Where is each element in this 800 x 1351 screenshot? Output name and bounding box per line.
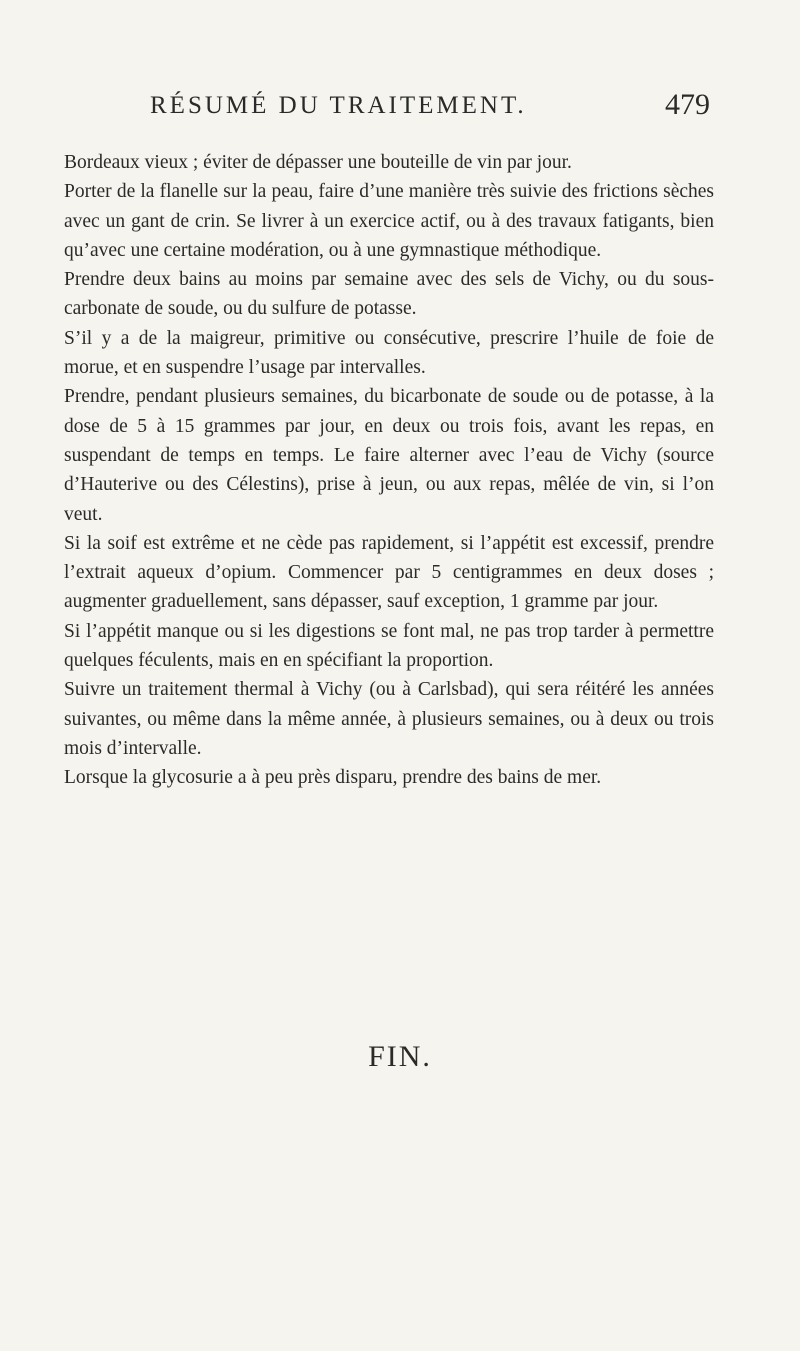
paragraph: Lorsque la glycosurie a à peu près disparu, prendre des bains de mer.	[64, 767, 602, 789]
paragraph: Suivre un traitement thermal à Vichy (ou à Carlsbad), qui sera réitéré les années suivantes, ou même dans la même année, à plusieurs semaines, ou à deux ou trois mois d’intervalle.	[64, 679, 714, 759]
page-number: 479	[665, 88, 710, 121]
running-header	[150, 88, 710, 128]
paragraph: Si la soif est extrême et ne cède pas rapidement, si l’appétit est excessif, prendre l’extrait aqueux d’opium. Commencer par 5 centigrammes en deux doses ; augmenter graduellement, sans dépasser, sauf exception, 1 gramme par jour.	[64, 532, 714, 613]
body-text	[64, 148, 714, 793]
running-title: RÉSUMÉ DU TRAITEMENT.	[150, 92, 527, 119]
paragraph: Si l’appétit manque ou si les digestions se font mal, ne pas trop tarder à permettre quelques féculents, mais en en spécifiant la proportion.	[64, 620, 714, 672]
paragraph: Prendre, pendant plusieurs semaines, du bicarbonate de soude ou de potasse, à la dose de 5 à 15 grammes par jour, en deux ou trois fois, avant les repas, en suspendant de temps en temps. Le faire alterner avec l’eau de Vichy (source d’Hauterive ou des Célestins), prise à jeun, ou aux repas, mêlée de vin, si l’on veut.	[64, 386, 714, 525]
closing-word: FIN.	[368, 1040, 432, 1073]
paragraph: Porter de la flanelle sur la peau, faire d’une manière très suivie des frictions sèches avec un gant de crin. Se livrer à un exercice actif, ou à des travaux fatigants, bien qu’avec une certaine modération, ou à une gymnastique méthodique.	[64, 181, 714, 261]
paragraph: Bordeaux vieux ; éviter de dépasser une bouteille de vin par jour.	[64, 152, 572, 173]
paragraph: S’il y a de la maigreur, primitive ou consécutive, prescrire l’huile de foie de morue, et en suspendre l’usage par intervalles.	[64, 327, 714, 379]
paragraph: Prendre deux bains au moins par semaine avec des sels de Vichy, ou du sous-carbonate de soude, ou du sulfure de potasse.	[64, 269, 714, 320]
